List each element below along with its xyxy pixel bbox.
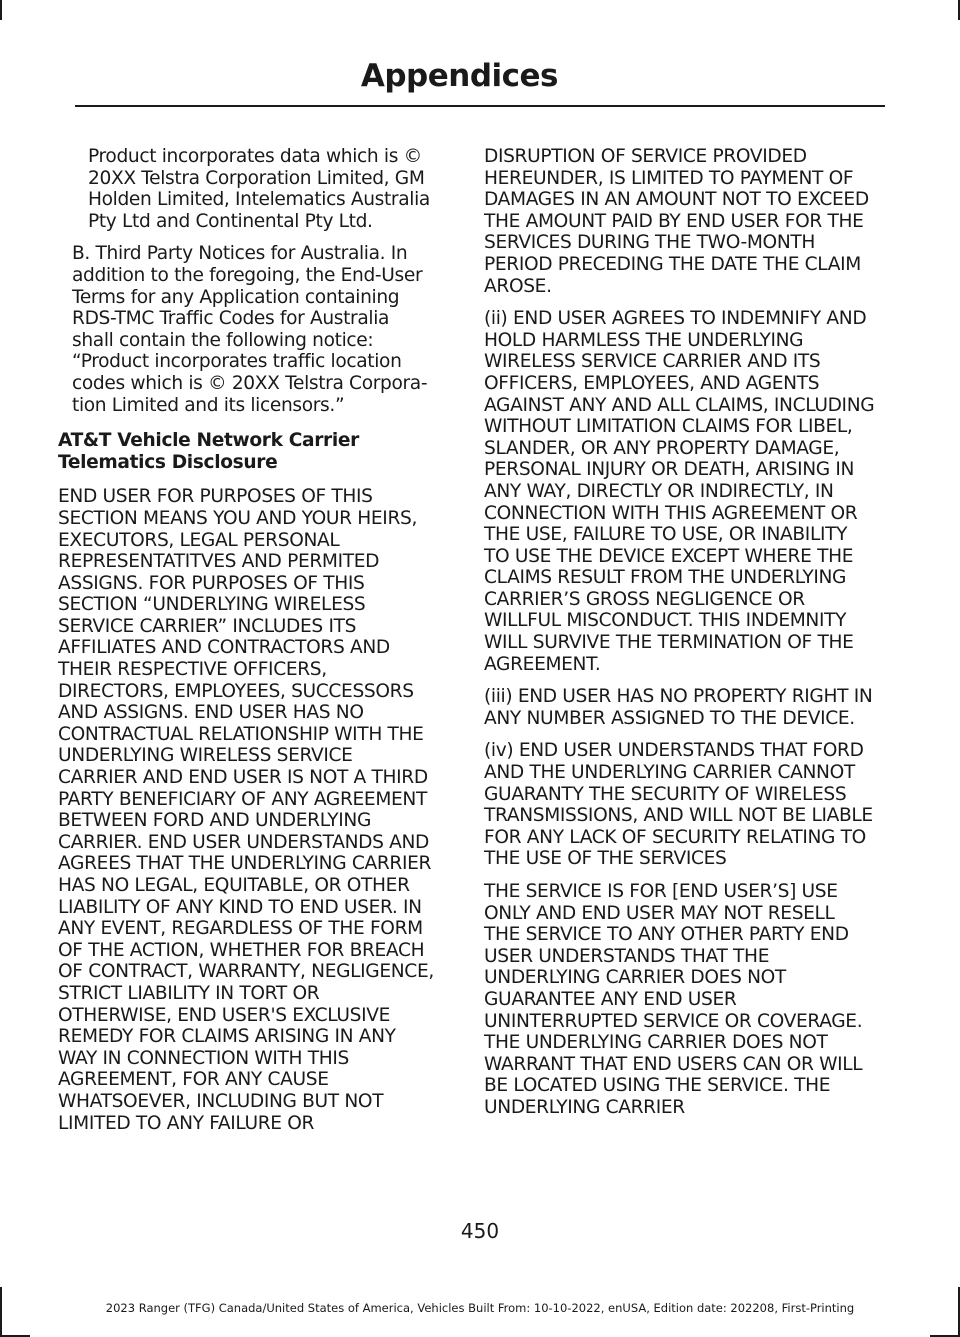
paragraph-security: (iv) END USER UNDERSTANDS THAT FORD AND THE UNDERLYING CARRIER CANNOT GUARANTY THE SECURITY OF WIRELESS TRANSMISSIONS, AND WILL NOT BE LIABLE FOR ANY LACK OF SECURITY RELATING TO THE USE OF THE SERVICES: [484, 740, 873, 870]
right-column: [484, 146, 876, 1130]
paragraph-indemnify: (ii) END USER AGREES TO INDEMNIFY AND HOLD HARMLESS THE UNDERLYING WIRELESS SERVICE CARRIER AND ITS OFFICERS, EMPLOYEES, AND AGENTS AGAINST ANY AND ALL CLAIMS, INCLUDING WITHOUT LIMITATION CLAIMS FOR LIBEL, SLANDER, OR ANY PROPERTY DAMAGE, PERSONAL INJURY OR DEATH, ARISING IN ANY WAY, DIRECTLY OR INDIRECTLY, IN CONNECTION WITH THIS AGREEMENT OR THE USE, FAILURE TO USE, OR INABILITY TO USE THE DEVICE EXCEPT WHERE THE CLAIMS RESULT FROM THE UNDERLYING CARRIER’S GROSS NEGLIGENCE OR WILLFUL MISCONDUCT. THIS INDEMNITY WILL SURVIVE THE TERMINATION OF THE AGREEMENT.: [484, 308, 875, 675]
page-number: 450: [460, 1219, 500, 1243]
paragraph-disruption: DISRUPTION OF SERVICE PROVIDED HEREUNDER, IS LIMITED TO PAYMENT OF DAMAGES IN AN AMOUNT NOT TO EXCEED THE AMOUNT PAID BY END USER FOR THE SERVICES DURING THE TWO-MONTH PERIOD PRECEDING THE DATE THE CLAIM AROSE.: [484, 146, 869, 297]
footer-text: 2023 Ranger (TFG) Canada/United States of America, Vehicles Built From: 10-10-2022, enUSA, Edition date: 202208, First-Printing: [105, 1301, 855, 1315]
paragraph-service-use: THE SERVICE IS FOR [END USER’S] USE ONLY AND END USER MAY NOT RESELL THE SERVICE TO ANY OTHER PARTY END USER UNDERSTANDS THAT THE UNDERLYING CARRIER DOES NOT GUARANTEE ANY END USER UNINTERRUPTED SERVICE OR COVERAGE. THE UNDERLYING CARRIER DOES NOT WARRANT THAT END USERS CAN OR WILL BE LOCATED USING THE SERVICE. THE UNDERLYING CARRIER: [484, 881, 863, 1118]
paragraph-property-right: (iii) END USER HAS NO PROPERTY RIGHT IN ANY NUMBER ASSIGNED TO THE DEVICE.: [484, 686, 873, 729]
section-heading: AT&T Vehicle Network Carrier Telematics Disclosure: [58, 430, 359, 473]
page-title: Appendices: [360, 58, 558, 94]
left-column: [58, 146, 434, 1145]
paragraph-telstra-data: Product incorporates data which is © 20XX Telstra Corporation Limited, GM Holden Limited, Intelematics Australia Pty Ltd and Continental Pty Ltd.: [88, 146, 430, 232]
paragraph-third-party-notices: B. Third Party Notices for Australia. In addition to the foregoing, the End-User Terms for any Application containing RDS-TMC Traffic Codes for Australia shall contain the following notice: “Product incorporates traffic location codes which is © 20XX Telstra Corpora-tion Limited and its licensors.”: [72, 243, 428, 416]
header-rule: [75, 105, 885, 107]
crop-mark-top-left: [0, 0, 2, 20]
paragraph-end-user-definition: END USER FOR PURPOSES OF THIS SECTION MEANS YOU AND YOUR HEIRS, EXECUTORS, LEGAL PERSONAL REPRESENTATITVES AND PERMITED ASSIGNS. FOR PURPOSES OF THIS SECTION “UNDERLYING WIRELESS SERVICE CARRIER” INCLUDES ITS AFFILIATES AND CONTRACTORS AND THEIR RESPECTIVE OFFICERS, DIRECTORS, EMPLOYEES, SUCCESSORS AND ASSIGNS. END USER HAS NO CONTRACTUAL RELATIONSHIP WITH THE UNDERLYING WIRELESS SERVICE CARRIER AND END USER IS NOT A THIRD PARTY BENEFICIARY OF ANY AGREEMENT BETWEEN FORD AND UNDERLYING CARRIER. END USER UNDERSTANDS AND AGREES THAT THE UNDERLYING CARRIER HAS NO LEGAL, EQUITABLE, OR OTHER LIABILITY OF ANY KIND TO END USER. IN ANY EVENT, REGARDLESS OF THE FORM OF THE ACTION, WHETHER FOR BREACH OF CONTRACT, WARRANTY, NEGLIGENCE, STRICT LIABILITY IN TORT OR OTHERWISE, END USER'S EXCLUSIVE REMEDY FOR CLAIMS ARISING IN ANY WAY IN CONNECTION WITH THIS AGREEMENT, FOR ANY CAUSE WHATSOEVER, INCLUDING BUT NOT LIMITED TO ANY FAILURE OR: [58, 486, 434, 1134]
